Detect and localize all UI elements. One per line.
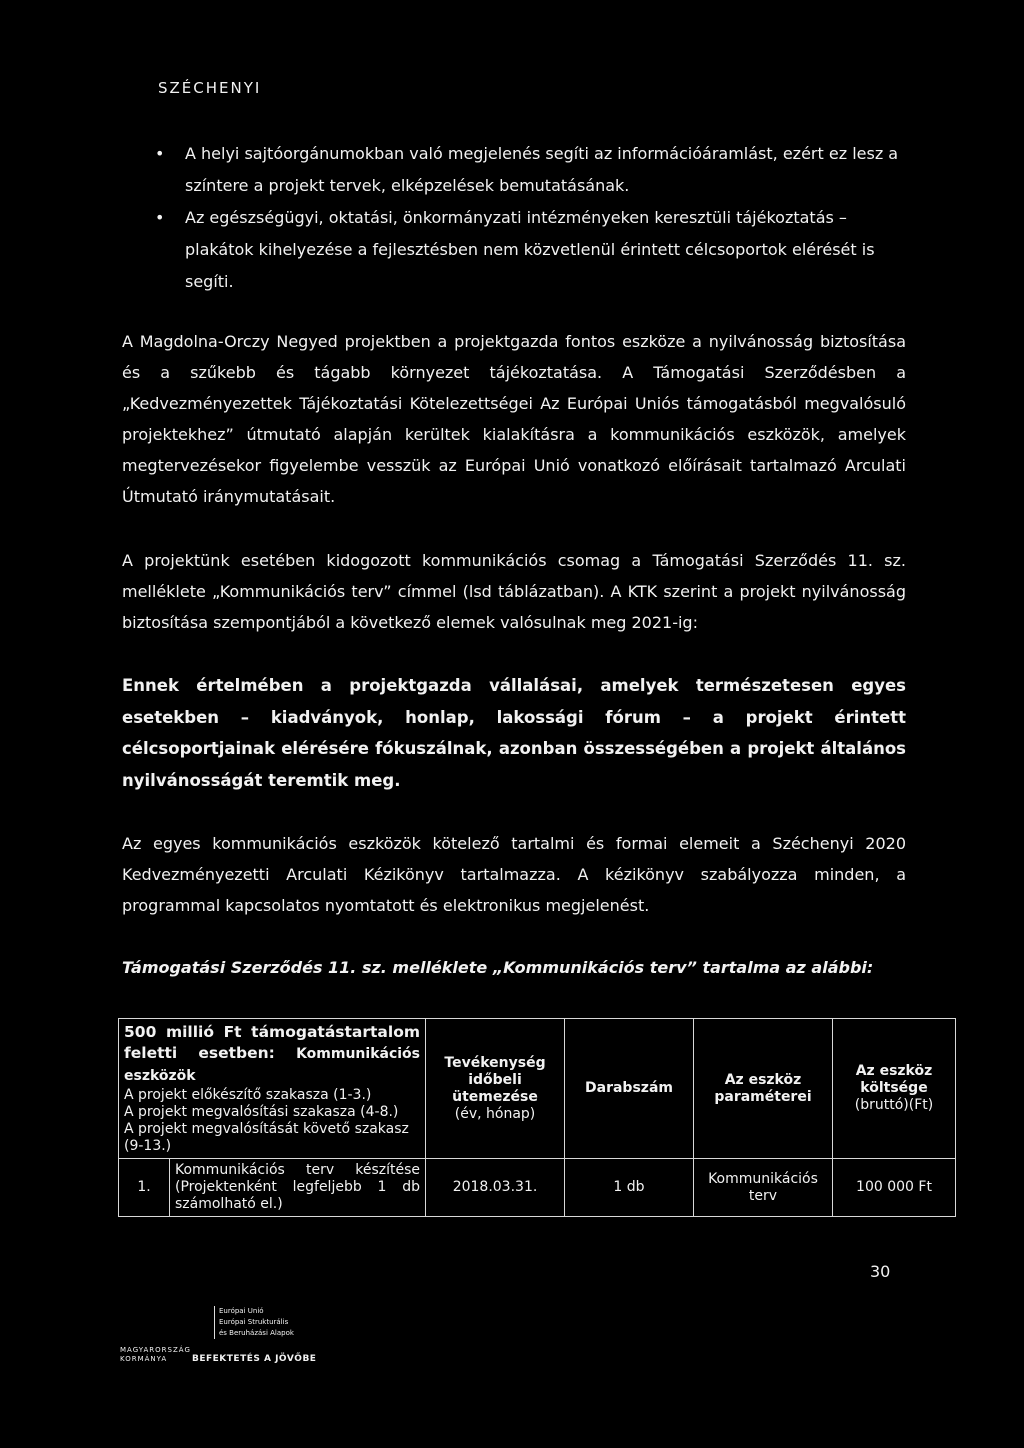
row-parameters: Kommunikációs terv [694,1159,833,1217]
szechenyi-logo: SZÉCHENYI [158,79,262,97]
row-number: 1. [119,1159,170,1217]
paragraph: A Magdolna-Orczy Negyed projektben a projektgazda fontos eszköze a nyilvánosság biztosítása és a szűkebb és tágabb környezet tájékoztatása. A Támogatási Szerződésben a „Kedvezményezettek Tájékoztatási Kötelezettségei Az Európai Uniós támogatásból megvalósuló projektekhez” útmutató alapján kerültek kialakításra a kommunikációs eszközök, amelyek megtervezésekor figyelembe vesszük az Európai Unió vonatkozó előírásait tartalmazó Arculati Útmutató iránymutatásait. [122,332,906,506]
row-item: Kommunikációs terv készítése (Projektenként legfeljebb 1 db számolható el.) [170,1159,426,1217]
header-cell-count: Darabszám [565,1019,694,1159]
table-header-row [119,1019,956,1159]
bullet-item: • Az egészségügyi, oktatási, önkormányzati intézményeken keresztüli tájékoztatás – plakátok kihelyezése a fejlesztésben nem közvetlenül érintett célcsoportok elérését is segíti. [155,202,915,298]
header-cell-parameters: Az eszköz paraméterei [694,1019,833,1159]
page-number: 30 [870,1262,891,1281]
bold-paragraph: Ennek értelmében a projektgazda vállalásai, amelyek természetesen egyes esetekben – kiadványok, honlap, lakossági fórum – a projekt érintett célcsoportjainak elérésére fókuszálnak, azonban összességében a projekt általános nyilvánosságát teremtik meg. [122,676,906,790]
row-cost: 100 000 Ft [833,1159,956,1217]
header-main-title: 500 millió Ft támogatástartalom feletti esetben: Kommunikációs eszközök [124,1023,420,1084]
phase-line: A projekt megvalósítását követő szakasz (9-13.) [124,1121,409,1154]
hungary-government-logo: MAGYARORSZÁG KORMÁNYA [120,1346,191,1363]
paragraph: Az egyes kommunikációs eszközök kötelező tartalmi és formai elemeit a Széchenyi 2020 Kedvezményezetti Arculati Kézikönyv tartalmazza. A kézikönyv szabályozza minden, a programmal kapcsolatos nyomtatott és elektronikus megjelenést. [122,834,906,915]
slogan-text: BEFEKTETÉS A JÖVŐBE [192,1354,317,1364]
bullet-item: • A helyi sajtóorgánumokban való megjelenés segíti az információáramlást, ezért ez lesz a színtere a projekt tervek, elképzelések bemutatásának. [155,138,915,202]
bullet-list [155,138,915,298]
footer-logos [120,1300,420,1380]
table-row [119,1159,956,1217]
header-cell-tools [119,1019,426,1159]
row-timing: 2018.03.31. [426,1159,565,1217]
table-caption: Támogatási Szerződés 11. sz. melléklete „Kommunikációs terv” tartalma az alábbi: [122,958,874,977]
header-cell-timing: Tevékenység időbeli ütemezése (év, hónap) [426,1019,565,1159]
row-count: 1 db [565,1159,694,1217]
eu-logo-text: Európai Unió Európai Strukturális és Beruházási Alapok [214,1306,294,1339]
header-cell-cost: Az eszköz költsége (bruttó)(Ft) [833,1019,956,1159]
communication-plan-table [118,1018,956,1217]
phase-line: A projekt megvalósítási szakasza (4-8.) [124,1104,399,1120]
phase-line: A projekt előkészítő szakasza (1-3.) [124,1087,372,1103]
paragraph: A projektünk esetében kidogozott kommunikációs csomag a Támogatási Szerződés 11. sz. melléklete „Kommunikációs terv” címmel (lsd táblázatban). A KTK szerint a projekt nyilvánosság biztosítása szempontjából a következő elemek valósulnak meg 2021-ig: [122,551,906,632]
